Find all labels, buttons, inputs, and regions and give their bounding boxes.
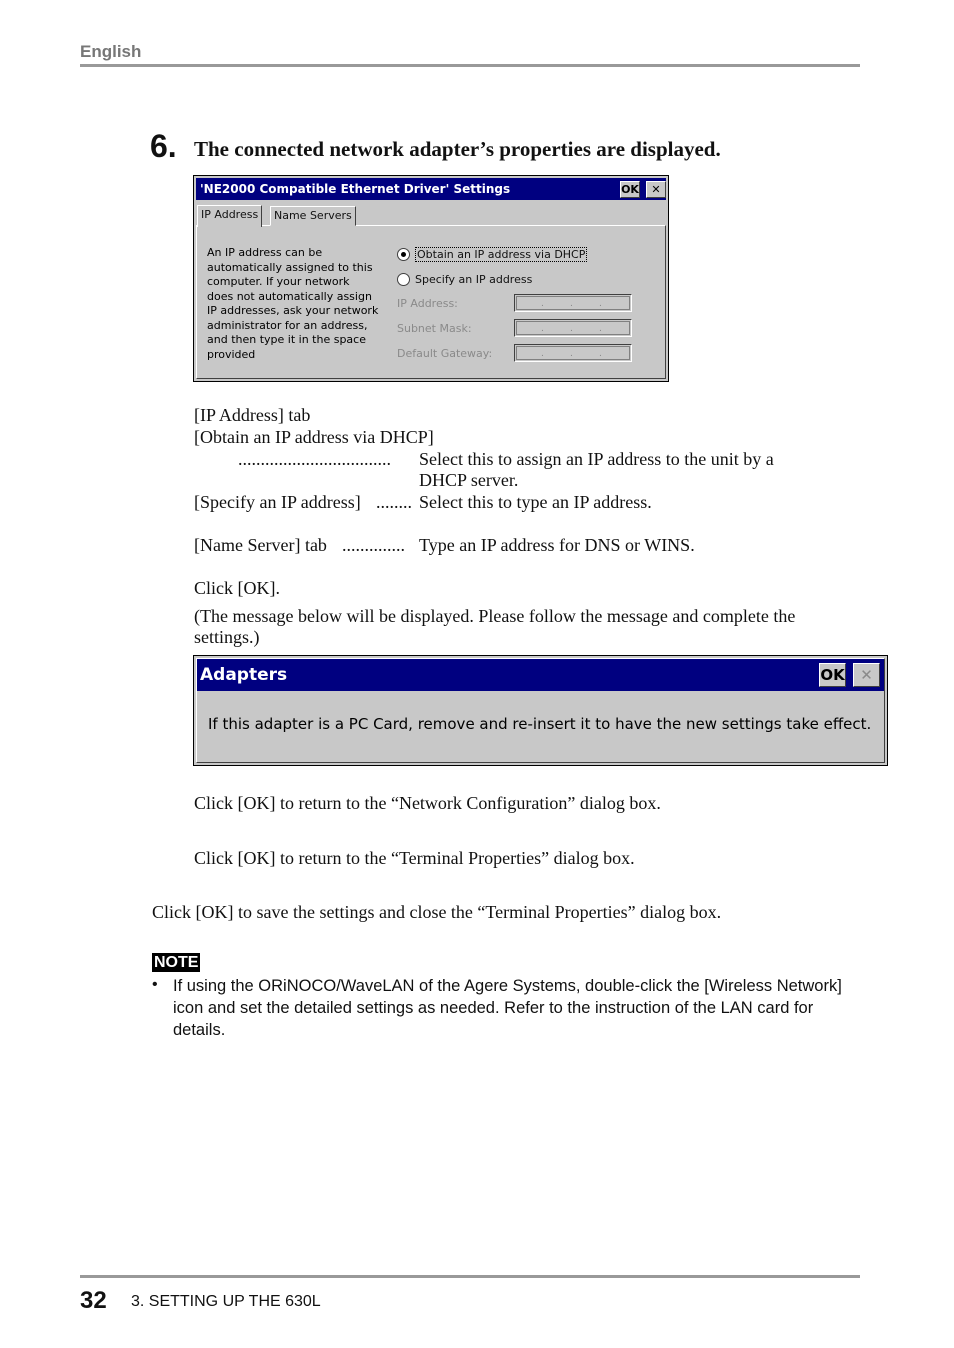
ip-description: An IP address can be automatically assigned to this computer. If your network does not automatically assign IP addresses, ask your network administrator for an address, and then type it in the space provided <box>207 246 379 361</box>
chapter-title: 3. SETTING UP THE 630L <box>131 1293 321 1310</box>
ip-address-tab-text: [IP Address] tab <box>194 405 311 425</box>
default-gateway-label: Default Gateway: <box>397 347 493 360</box>
adapters-dialog <box>193 655 888 766</box>
click-ok-text: Click [OK]. <box>194 578 280 598</box>
tab-name-servers[interactable]: Name Servers <box>270 206 356 226</box>
dialog-title-bar <box>196 178 666 200</box>
specify-ip-label: [Specify an IP address] <box>194 492 361 512</box>
obtain-dhcp-leader: .................................. <box>238 449 391 469</box>
close-icon[interactable]: ✕ <box>646 181 666 198</box>
message-note-line-2: settings.) <box>194 627 260 647</box>
step-number: 6. <box>150 128 177 164</box>
subnet-mask-field[interactable]: . . . <box>514 319 632 337</box>
return-network-text: Click [OK] to return to the “Network Configuration” dialog box. <box>194 793 661 813</box>
return-terminal-text: Click [OK] to return to the “Terminal Properties” dialog box. <box>194 848 635 868</box>
name-server-desc: Type an IP address for DNS or WINS. <box>419 535 695 555</box>
adapters-title: Adapters <box>200 665 288 685</box>
header-language: English <box>80 42 142 61</box>
adapters-title-bar <box>197 659 884 691</box>
name-server-label: [Name Server] tab <box>194 535 327 555</box>
note-text: If using the ORiNOCO/WaveLAN of the Agere Systems, double-click the [Wireless Network] icon and set the detailed settings as needed. Refer to the instruction of the LAN card for details. <box>173 977 842 1039</box>
step-title: The connected network adapter’s properties are displayed. <box>194 137 721 161</box>
tab-ip-address[interactable]: IP Address <box>197 205 262 227</box>
radio-unselected-icon[interactable] <box>397 273 410 286</box>
ip-address-field[interactable]: . . . <box>514 294 632 312</box>
dialog-title: 'NE2000 Compatible Ethernet Driver' Settings <box>200 182 511 196</box>
name-server-leader: .............. <box>342 535 405 555</box>
radio-specify-ip[interactable]: Specify an IP address <box>397 273 532 286</box>
footer-rule <box>80 1275 860 1278</box>
note-label: NOTE <box>154 954 199 971</box>
ip-address-label: IP Address: <box>397 297 458 310</box>
adapters-message: If this adapter is a PC Card, remove and re-insert it to have the new settings take effect. <box>208 715 872 733</box>
adapters-close-icon[interactable]: ✕ <box>853 663 880 687</box>
adapters-ok-button[interactable]: OK <box>819 663 846 687</box>
radio-obtain-dhcp[interactable]: Obtain an IP address via DHCP <box>397 247 587 262</box>
subnet-mask-label: Subnet Mask: <box>397 322 472 335</box>
header-rule <box>80 64 860 67</box>
message-note-line-1: (The message below will be displayed. Please follow the message and complete the <box>194 606 796 626</box>
radio-selected-icon[interactable] <box>397 248 410 261</box>
ne2000-settings-dialog <box>193 175 669 382</box>
note-bullet: • <box>152 976 158 993</box>
ok-button[interactable]: OK <box>621 183 639 196</box>
specify-ip-leader: ........ <box>376 492 412 512</box>
default-gateway-field[interactable]: . . . <box>514 344 632 362</box>
page-number: 32 <box>80 1287 107 1314</box>
obtain-dhcp-desc: Select this to assign an IP address to the unit by a <box>419 449 774 469</box>
specify-ip-desc: Select this to type an IP address. <box>419 492 652 512</box>
save-close-text: Click [OK] to save the settings and close the “Terminal Properties” dialog box. <box>152 902 722 922</box>
obtain-dhcp-desc-2: DHCP server. <box>419 470 519 490</box>
obtain-dhcp-label: [Obtain an IP address via DHCP] <box>194 427 434 447</box>
